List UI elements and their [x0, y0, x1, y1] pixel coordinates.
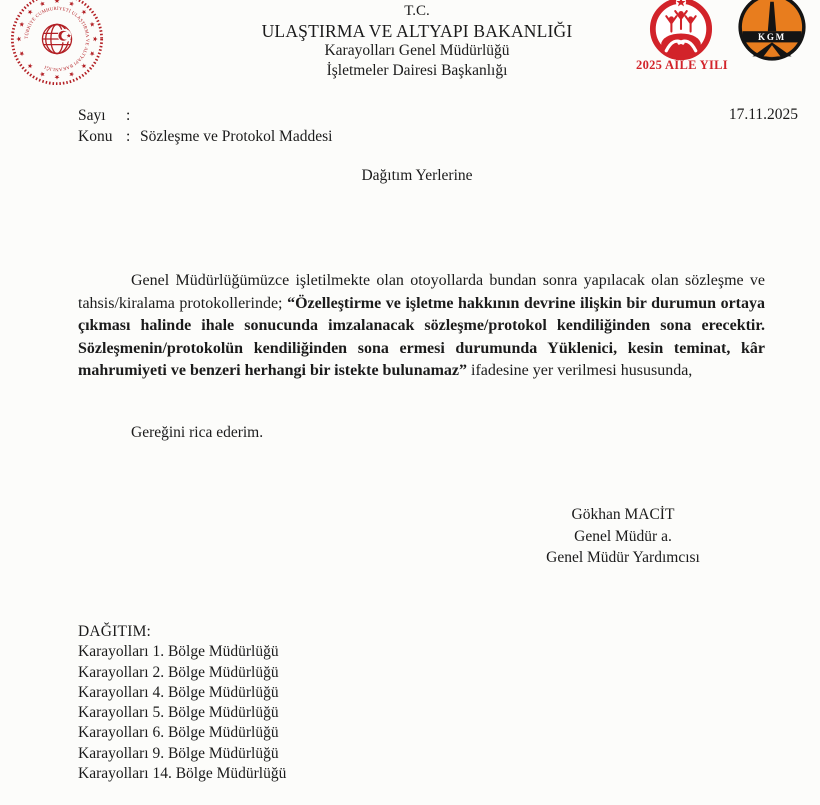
- body-paragraph: [78, 270, 765, 383]
- signer-name: Gökhan MACİT: [571, 506, 675, 523]
- distribution-heading: DAĞITIM:: [78, 623, 152, 640]
- document-date: 17.11.2025: [728, 106, 798, 123]
- distribution-item: Karayolları 5. Bölge Müdürlüğü: [78, 704, 279, 722]
- sayi-colon: :: [126, 107, 131, 124]
- letterhead-directorate: Karayolları Genel Müdürlüğü: [324, 42, 510, 59]
- meta-row-sayi: [78, 106, 332, 127]
- sayi-label: Sayı: [78, 107, 106, 124]
- signer-title2: Genel Müdür Yardımcısı: [546, 549, 700, 566]
- kgm-logo-icon: [737, 0, 807, 62]
- distribution-block: [78, 622, 286, 784]
- konu-value: Sözleşme ve Protokol Maddesi: [140, 127, 333, 145]
- body-intro: Genel Müdürlüğümüzce işletilmekte olan otoyollarda bundan sonra yapılacak olan sözleşme ve tahsis/kiralama protokollerinde;: [78, 272, 765, 312]
- meta-row-konu: [78, 127, 332, 148]
- seal-ring-text: TÜRKİYE CUMHURİYETİ ULAŞTIRMA VE ALTYAPI BAKANLIĞI: [24, 6, 90, 72]
- letterhead-department: İşletmeler Dairesi Başkanlığı: [326, 61, 508, 79]
- family-year-svg: [649, 0, 713, 61]
- konu-colon: :: [126, 127, 131, 145]
- family-year-icon: [649, 0, 713, 61]
- distribution-item: Karayolları 14. Bölge Müdürlüğü: [78, 765, 287, 783]
- signer-title1: Genel Müdür a.: [574, 527, 672, 545]
- distribution-item: Karayolları 9. Bölge Müdürlüğü: [78, 744, 279, 762]
- kgm-logo-svg: [737, 0, 807, 62]
- distribution-item: Karayolları 6. Bölge Müdürlüğü: [78, 724, 279, 742]
- distribution-item: Karayolları 1. Bölge Müdürlüğü: [78, 643, 279, 661]
- meta-block: [78, 106, 332, 147]
- body-outro: ifadesine yer verilmesi hususunda,: [467, 362, 693, 380]
- signature-block: [488, 504, 758, 569]
- body-quote: “Özelleştirme ve işletme hakkının devrine ilişkin bir durumun ortaya çıkması halinde ihale sonucunda imzalanacak sözleşme/protokol kendiliğinden sona erecektir. Sözleşmenin/protokolün kendiliğinden sona ermesi durumunda Yüklenici, kesin teminat, kâr mahrumiyeti ve benzeri herhangi bir istekte bulunamaz”: [78, 294, 765, 380]
- konu-label: Konu: [78, 127, 113, 145]
- closing-line: Gereğini rica ederim.: [131, 424, 264, 441]
- distribution-item: Karayolları 2. Bölge Müdürlüğü: [78, 663, 279, 681]
- letterhead-ministry: ULAŞTIRMA VE ALTYAPI BAKANLIĞI: [261, 20, 573, 41]
- recipient-line: Dağıtım Yerlerine: [361, 167, 473, 184]
- letterhead-tc: T.C.: [404, 3, 430, 19]
- distribution-item: Karayolları 4. Bölge Müdürlüğü: [78, 683, 279, 701]
- kgm-label: KGM: [758, 31, 786, 42]
- family-year-caption: 2025 AİLE YILI: [636, 58, 728, 72]
